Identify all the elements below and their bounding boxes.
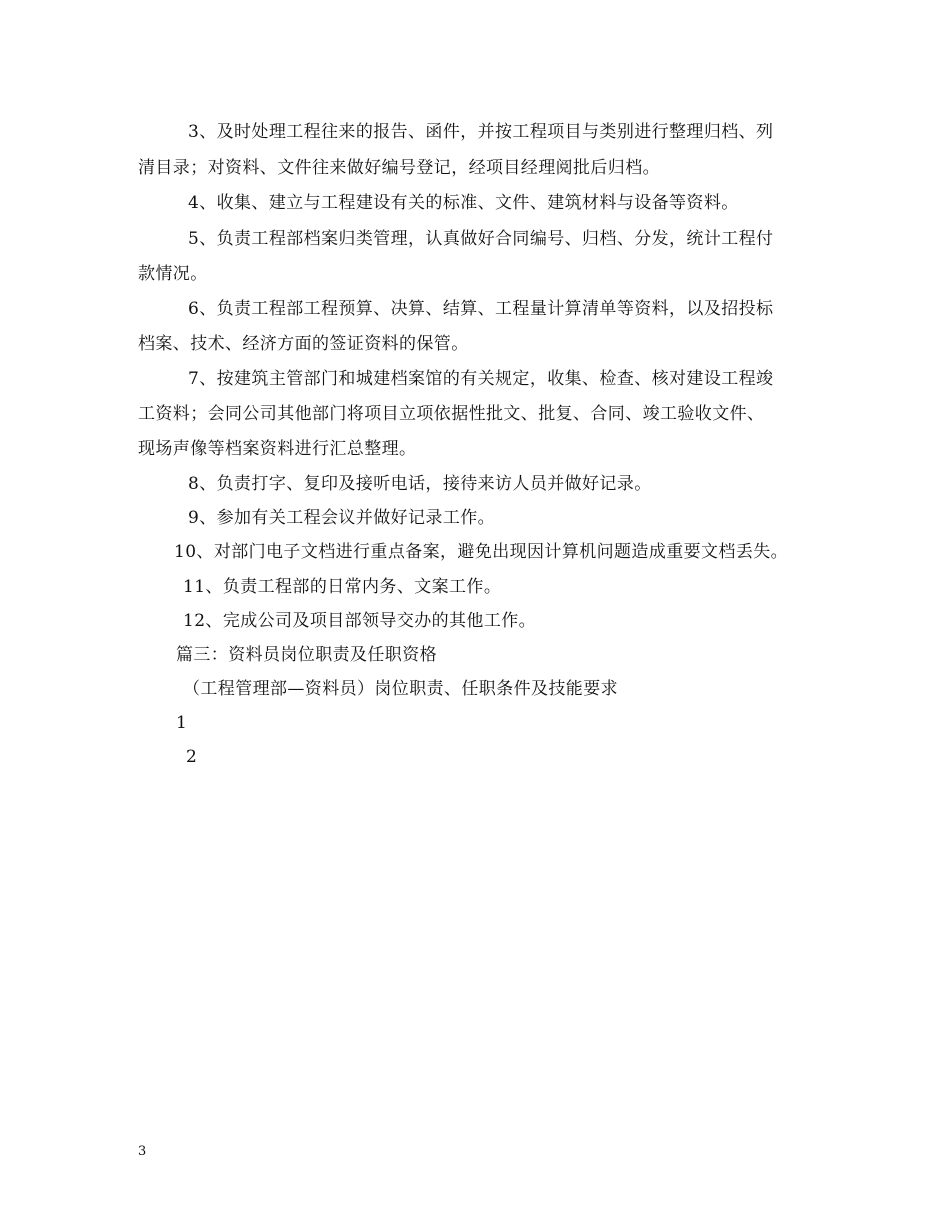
text-line: 9、参加有关工程会议并做好记录工作。 (188, 508, 496, 528)
text-line: 8、负责打字、复印及接听电话，接待来访人员并做好记录。 (188, 474, 652, 494)
text-line: 10、对部门电子文档进行重点备案，避免出现因计算机问题造成重要文档丢失。 (174, 542, 789, 562)
text-line: 档案、技术、经济方面的签证资料的保管。 (138, 334, 469, 354)
text-line: 工资料；会同公司其他部门将项目立项依据性批文、批复、合同、竣工验收文件、 (138, 404, 765, 424)
text-line: 5、负责工程部档案归类管理，认真做好合同编号、归档、分发，统计工程付 (188, 229, 774, 249)
text-line: 2 (186, 747, 198, 767)
text-line: （工程管理部—资料员）岗位职责、任职条件及技能要求 (183, 679, 618, 699)
text-line: 11、负责工程部的日常内务、文案工作。 (183, 577, 502, 597)
text-line: 3、及时处理工程往来的报告、函件，并按工程项目与类别进行整理归档、列 (188, 122, 774, 142)
text-line: 款情况。 (138, 264, 208, 284)
text-line: 现场声像等档案资料进行汇总整理。 (138, 439, 417, 459)
text-line: 6、负责工程部工程预算、决算、结算、工程量计算清单等资料，以及招投标 (188, 299, 774, 319)
section-heading: 篇三：资料员岗位职责及任职资格 (176, 645, 437, 665)
text-line: 4、收集、建立与工程建设有关的标准、文件、建筑材料与设备等资料。 (188, 193, 739, 213)
text-line: 12、完成公司及项目部领导交办的其他工作。 (183, 611, 537, 631)
text-line: 7、按建筑主管部门和城建档案馆的有关规定，收集、检查、核对建设工程竣 (188, 369, 774, 389)
text-line: 清目录；对资料、文件往来做好编号登记，经项目经理阅批后归档。 (138, 158, 660, 178)
text-line: 1 (176, 713, 188, 733)
page-number: 3 (138, 1144, 147, 1159)
